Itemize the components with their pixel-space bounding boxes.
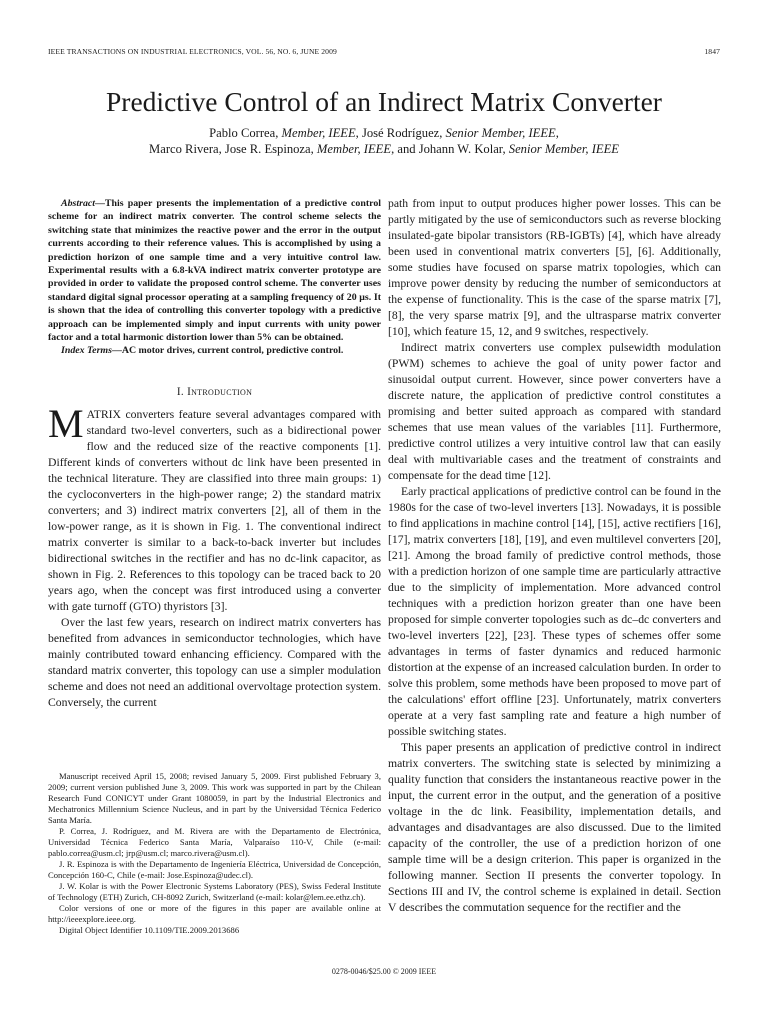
author-name: , José Rodríguez, — [355, 126, 446, 140]
footnote-manuscript: Manuscript received April 15, 2008; revised January 5, 2009. First published February 3, 2009; current version published June 3, 2009. This work was supported in part by the Chilean Research Fund CONICYT under Grant 1080059, in part by the Industrial Electronics and Mechatronics Millennium Science Nucleus, and in part by the Universidad Técnica Federico Santa María. — [48, 771, 381, 825]
section-heading — [48, 384, 381, 400]
paper-title: Predictive Control of an Indirect Matrix Converter — [106, 86, 662, 117]
index-terms-label: Index Terms — [61, 345, 112, 357]
right-column — [388, 196, 721, 916]
right-paragraph-3: Early practical applications of predictive control can be found in the 1980s for the case of two-level inverters [13]. Nowadays, it is possible to find applications in machine control [14], [15], active rectifiers [16], [17], matrix converters [18], [19], and even multilevel converters [20], [21]. Among the broad family of predictive control methods, those with a prediction horizon of one sample time are particularly attractive due to the simplicity of implementation. More advanced control techniques with a prediction horizon greater than one have been proposed for simple converter topologies such as dc–dc converters and two-level inverters [22], [23]. These types of schemes offer some advantages in terms of faster dynamics and reduced harmonic distortion at the expense of an increased calculation burden. In order to solve this problem, some methods have been proposed to move part of the calculations' effort offline [23]. Unfortunately, matrix converters operate at a very fast sampling rate and feature a high number of possible switching states. — [388, 485, 721, 738]
footnote-affiliation-1: P. Correa, J. Rodríguez, and M. Rivera are with the Departamento de Electrónica, Universidad Técnica Federico Santa María, Valparaíso 110-V, Chile (e-mail: pablo.correa@usm.cl; jrp@usm.cl; marco.rivera@usm.cl). — [48, 826, 381, 858]
page-number: 1847 — [704, 47, 720, 56]
author-name: Pablo Correa, — [209, 126, 282, 140]
author-role: Senior Member, IEEE — [508, 142, 619, 156]
right-paragraph-2: Indirect matrix converters use complex pulsewidth modulation (PWM) schemes to achieve the goal of unity power factor and sinusoidal output current. However, since power converters have a discrete nature, the application of predictive control constitutes a promising and better suited approach as compared with standard schemes that use mean values of the variables [11]. Furthermore, predictive control utilizes a very intuitive control law that can easily deal with multivariable cases and the treatment of constraints and compensate for the dead time [12]. — [388, 341, 721, 482]
section-title: Introduction — [187, 385, 253, 398]
right-paragraph-4: This paper presents an application of predictive control in indirect matrix converters. The switching state is selected by minimizing a quality function that considers the instantaneous reactive power in the input, the current error in the output, and the generation of a positive voltage in the dc link. Feasibility, implementation details, and advantages and disadvantages are also discussed. Due to the limited capacity of the controller, the use of a prediction horizon of one sample time will be a design criterion. This paper is organized in the following manner. Section II presents the converter topology. In Sections III and IV, the control scheme is explained in detail. Section V describes the commutation sequence for the rectifier and the — [388, 741, 721, 914]
footnote-affiliation-2: J. R. Espinoza is with the Departamento de Ingeniería Eléctrica, Universidad de Concepción, Concepción 160-C, Chile (e-mail: Jose.Espinoza@udec.cl). — [48, 859, 381, 880]
author-line-1 — [40, 125, 728, 141]
section-number: I. — [176, 385, 184, 398]
author-separator: , — [555, 126, 559, 140]
running-header — [48, 47, 720, 56]
author-line-2 — [40, 141, 728, 157]
intro-paragraph-1 — [48, 400, 381, 615]
author-name: Marco Rivera, Jose R. Espinoza, — [149, 142, 317, 156]
author-list — [40, 125, 728, 157]
abstract — [48, 197, 381, 344]
index-terms — [48, 344, 381, 357]
footnote-color: Color versions of one or more of the figures in this paper are available online at http://ieeexplore.ieee.org. — [48, 903, 381, 924]
footnotes — [48, 771, 381, 936]
intro-paragraph-2: Over the last few years, research on indirect matrix converters has benefited from advances in semiconductor technologies, which have mainly contributed toward enhancing efficiency. Compared with the standard matrix converter, this topology can use a simpler modulation scheme and does not need an additional overvoltage protection system. Conversely, the current — [48, 615, 381, 709]
footnote-doi: Digital Object Identifier 10.1109/TIE.2009.2013686 — [59, 925, 240, 935]
copyright-notice: 0278-0046/$25.00 © 2009 IEEE — [331, 967, 437, 976]
author-role: Member, IEEE — [316, 142, 392, 156]
author-role: Senior Member, IEEE — [445, 126, 556, 140]
author-role: Member, IEEE — [281, 126, 356, 140]
footnote-affiliation-3: J. W. Kolar is with the Power Electronic Systems Laboratory (PES), Swiss Federal Institute of Technology (ETH) Zurich, CH-8092 Zurich, Switzerland (e-mail: kolar@lem.ee.ethz.ch). — [48, 881, 381, 902]
index-terms-text: —AC motor drives, current control, predictive control. — [111, 345, 344, 357]
journal-name: IEEE TRANSACTIONS ON INDUSTRIAL ELECTRONICS, VOL. 56, NO. 6, JUNE 2009 — [48, 47, 337, 56]
paragraph-text: ATRIX converters feature several advantages compared with standard two-level converters, such as a bidirectional power flow and the reduced size of the reactive components [1]. Different kinds of converters without dc link have been presented in the technical literature. They are classified into three main groups: 1) the cycloconverters in the high-power range; 2) the standard matrix converters; and 3) indirect matrix converters [2], all of them in the low-power range, as it is shown in Fig. 1. The conventional indirect matrix converter is similar to a back-to-back inverter but includes bidirectional switches in the rectifier and has no dc-link capacitor, as shown in Fig. 2. References to this topology can be traced back to 20 years ago, when the concept was first introduced using a converter with gate turnoff (GTO) thyristors [3]. — [48, 407, 381, 613]
abstract-label: Abstract — [61, 198, 96, 209]
drop-cap: M — [48, 400, 84, 446]
left-column — [48, 197, 381, 711]
abstract-text: —This paper presents the implementation of a predictive control scheme for an indirect matrix converter. The control scheme selects the switching state that minimizes the reactive power and the error in the output currents according to their reference values. This is accomplished by using a prediction horizon of one sample time and a very intuitive control law. Experimental results with a 6.8-kVA indirect matrix converter prototype are provided in order to validate the proposed control scheme. The converter uses standard digital signal processor operating at a sampling frequency of 20 μs. It is shown that the idea of controlling this converter topology with a predictive approach can be implemented simply and input currents with unity power factor and a total harmonic distortion lower than 5% can be obtained. — [48, 198, 381, 344]
right-paragraph-1: path from input to output produces higher power losses. This can be partly mitigated by the use of semiconductors such as reverse blocking insulated-gate bipolar transistors (RB-IGBTs) [4], which have already been used in conventional matrix converters [5], [6]. Additionally, some studies have focused on sparse matrix topologies, which can improve power density by reducing the number of semiconductors at the expense of functionality. This is the case of the sparse matrix [7], [8], the very sparse matrix [9], and the ultrasparse matrix converter [10], which feature 15, 12, and 9 switches, respectively. — [388, 197, 721, 338]
author-name: , and Johann W. Kolar, — [391, 142, 509, 156]
